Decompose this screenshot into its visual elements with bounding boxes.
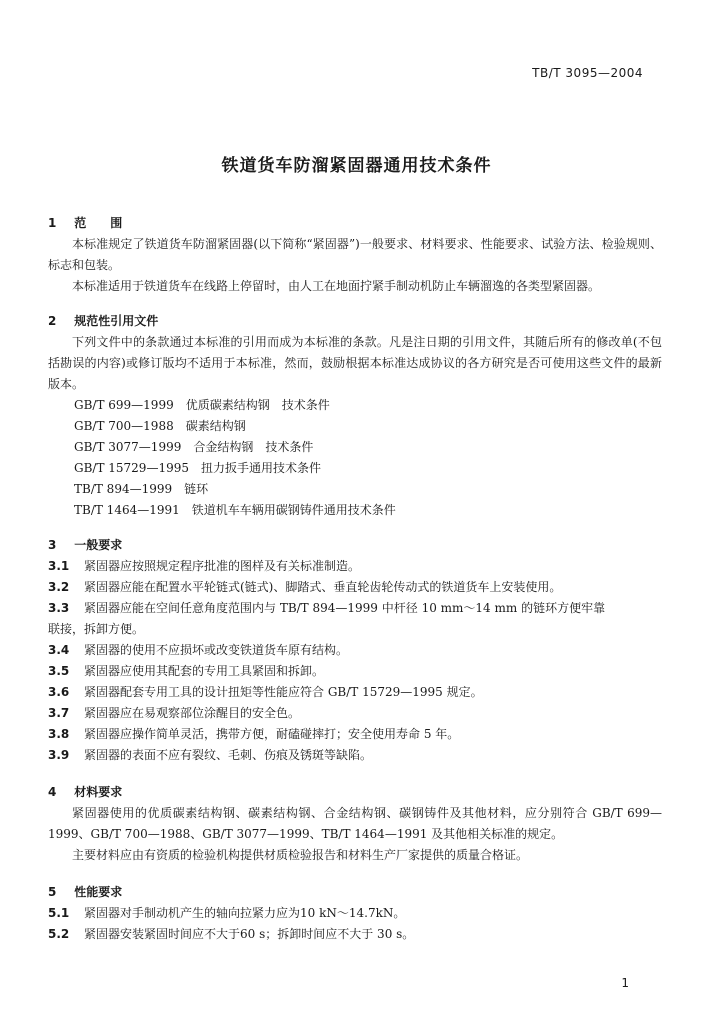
clause-number: 3.7: [48, 706, 70, 720]
paragraph: 本标准规定了铁道货车防溜紧固器(以下简称“紧固器”)一般要求、材料要求、性能要求、试验方法、检验规则、标志和包装。: [48, 237, 662, 272]
clause-text: 紧固器应能在配置水平轮链式(链式)、脚踏式、垂直轮齿轮传动式的铁道货车上安装使用。: [84, 580, 562, 594]
clause-number: 3.1: [48, 559, 70, 573]
section-number: 3: [48, 538, 57, 552]
section-title: 规范性引用文件: [74, 314, 159, 328]
reference-item: GB/T 3077—1999 合金结构钢 技术条件: [74, 440, 314, 454]
reference-item: TB/T 1464—1991 铁道机车车辆用碳钢铸件通用技术条件: [74, 503, 396, 517]
paragraph: 主要材料应由有资质的检验机构提供材质检验报告和材料生产厂家提供的质量合格证。: [72, 848, 529, 862]
clause-item: [48, 577, 662, 598]
reference-item: GB/T 699—1999 优质碳素结构钢 技术条件: [74, 398, 330, 412]
clause-item: [48, 745, 662, 766]
clause-item: [48, 682, 662, 703]
clause-text: 紧固器的使用不应损坏或改变铁道货车原有结构。: [84, 643, 349, 657]
clause-text: 紧固器应在易观察部位涂醒目的安全色。: [84, 706, 301, 720]
section-2-heading: [48, 310, 662, 332]
clause-text: 紧固器对手制动机产生的轴向拉紧力应为10 kN～14.7kN。: [84, 906, 406, 920]
clause-text: 紧固器应操作简单灵活，携带方便，耐磕碰摔打；安全使用寿命 5 年。: [84, 727, 460, 741]
clause-number: 5.1: [48, 906, 70, 920]
clause-number: 3.8: [48, 727, 70, 741]
section-1-heading: [48, 212, 662, 234]
clause-text: 紧固器应使用其配套的专用工具紧固和拆卸。: [84, 664, 325, 678]
clause-item: [48, 924, 662, 945]
clause-item: [48, 903, 662, 924]
clause-continuation: 联接，拆卸方便。: [48, 622, 145, 636]
clause-number: 5.2: [48, 927, 70, 941]
section-4-heading: [48, 781, 662, 803]
section-title: 材料要求: [74, 785, 123, 799]
clause-number: 3.2: [48, 580, 70, 594]
document-body: [48, 212, 662, 945]
section-number: 5: [48, 885, 57, 899]
paragraph: 本标准适用于铁道货车在线路上停留时，由人工在地面拧紧手制动机防止车辆溜逸的各类型紧固器。: [72, 279, 601, 293]
document-title: 铁道货车防溜紧固器通用技术条件: [221, 156, 492, 176]
section-3-heading: [48, 534, 662, 556]
clause-text: 紧固器应按照规定程序批准的图样及有关标准制造。: [84, 559, 361, 573]
section-title: 范 围: [74, 216, 123, 230]
clause-number: 3.6: [48, 685, 70, 699]
paragraph: 紧固器使用的优质碳素结构钢、碳素结构钢、合金结构钢、碳钢铸件及其他材料，应分别符合 GB/T 699—1999、GB/T 700—1988、GB/T 3077—1999、TB/T 1464—1991 及其他相关标准的规定。: [48, 806, 662, 841]
clause-text: 紧固器配套专用工具的设计扭矩等性能应符合 GB/T 15729—1995 规定。: [84, 685, 483, 699]
clause-item: [48, 598, 662, 619]
clause-item: [48, 703, 662, 724]
reference-item: TB/T 894—1999 链环: [74, 482, 209, 496]
section-number: 2: [48, 314, 57, 328]
document-number: TB/T 3095—2004: [532, 66, 643, 80]
clause-number: 3.9: [48, 748, 70, 762]
clause-text: 紧固器安装紧固时间应不大于60 s；拆卸时间应不大于 30 s。: [84, 927, 415, 941]
section-5-heading: [48, 881, 662, 903]
section-title: 性能要求: [74, 885, 123, 899]
clause-item: [48, 724, 662, 745]
paragraph: 下列文件中的条款通过本标准的引用而成为本标准的条款。凡是注日期的引用文件，其随后所有的修改单(不包括勘误的内容)或修订版均不适用于本标准，然而，鼓励根据本标准达成协议的各方研究是否可使用这些文件的最新版本。: [48, 335, 662, 391]
page-number: 1: [621, 976, 629, 990]
clause-item: [48, 556, 662, 577]
clause-number: 3.3: [48, 601, 70, 615]
clause-number: 3.5: [48, 664, 70, 678]
reference-item: GB/T 700—1988 碳素结构钢: [74, 419, 246, 433]
clause-number: 3.4: [48, 643, 70, 657]
section-title: 一般要求: [74, 538, 123, 552]
clause-text: 紧固器的表面不应有裂纹、毛刺、伤痕及锈斑等缺陷。: [84, 748, 373, 762]
section-number: 1: [48, 216, 57, 230]
clause-item: [48, 640, 662, 661]
reference-item: GB/T 15729—1995 扭力扳手通用技术条件: [74, 461, 321, 475]
clause-text: 紧固器应能在空间任意角度范围内与 TB/T 894—1999 中杆径 10 mm～14 mm 的链环方便牢靠: [84, 601, 606, 615]
section-number: 4: [48, 785, 57, 799]
clause-item: [48, 661, 662, 682]
